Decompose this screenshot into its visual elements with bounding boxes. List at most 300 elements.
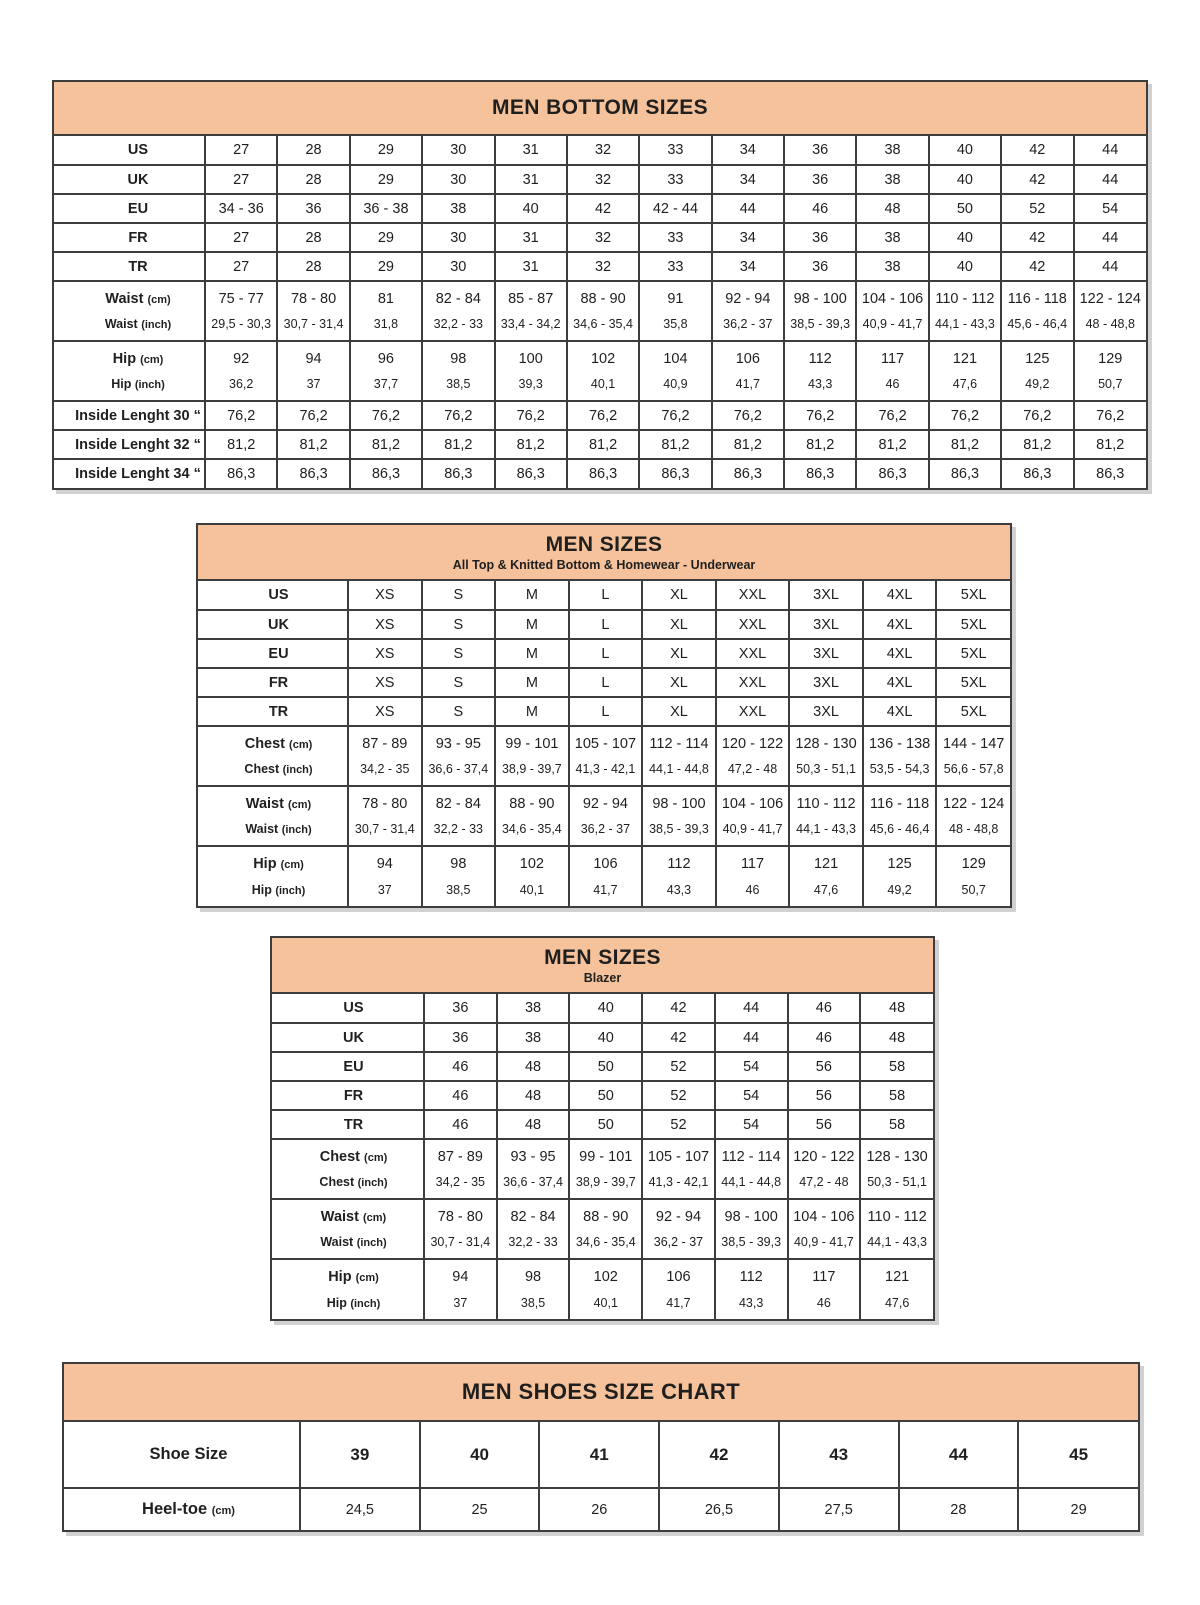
size-cell: 33 (639, 136, 711, 165)
size-cell: 30 (422, 136, 494, 165)
size-cell: 49,2 (863, 877, 937, 906)
size-cell: 76,2 (422, 401, 494, 430)
size-cell: 48 (860, 994, 933, 1023)
size-cell: 3XL (789, 639, 863, 668)
table-row (198, 668, 1010, 697)
size-cell: 96 (350, 341, 422, 372)
size-cell: 37 (424, 1290, 497, 1319)
size-cell: 33 (639, 165, 711, 194)
size-cell: 42 (642, 1023, 715, 1052)
size-cell: 76,2 (567, 401, 639, 430)
size-cell: 40 (569, 1023, 642, 1052)
size-cell: 36 (784, 223, 856, 252)
size-cell: 81,2 (856, 430, 928, 459)
size-cell: 28 (899, 1488, 1019, 1530)
size-cell: 117 (716, 846, 790, 877)
size-cell: 38,9 - 39,7 (495, 757, 569, 786)
size-cell: 105 - 107 (569, 726, 643, 757)
row-label-unit: (inch) (357, 1177, 388, 1189)
size-cell: 110 - 112 (789, 786, 863, 817)
size-cell: 86,3 (929, 459, 1001, 488)
row-label-unit: (cm) (147, 294, 171, 306)
size-cell: 48 (860, 1023, 933, 1052)
size-cell: 3XL (789, 610, 863, 639)
size-cell: 50,7 (1074, 372, 1147, 401)
size-cell: 41,7 (712, 372, 784, 401)
row-label-unit: (cm) (364, 1152, 388, 1164)
size-cell: 47,2 - 48 (716, 757, 790, 786)
row-label: UK (127, 171, 149, 188)
size-cell: 26,5 (659, 1488, 779, 1530)
table-title: MEN SIZES (545, 532, 663, 556)
size-cell: XL (642, 668, 716, 697)
size-cell: 56,6 - 57,8 (936, 757, 1010, 786)
size-cell: 40,1 (567, 372, 639, 401)
size-cell: 47,2 - 48 (788, 1170, 861, 1199)
row-label: Waist (inch) (245, 822, 312, 836)
row-label: TR (128, 258, 148, 275)
size-cell: 36,2 (205, 372, 277, 401)
size-cell: 100 (495, 341, 567, 372)
size-cell: 121 (929, 341, 1001, 372)
size-cell: 29 (350, 165, 422, 194)
size-cell: 104 - 106 (788, 1199, 861, 1230)
size-cell: 28 (277, 252, 349, 281)
size-cell: 78 - 80 (277, 281, 349, 312)
row-label-unit: (cm) (280, 859, 304, 871)
table-row (198, 610, 1010, 639)
row-label-unit: (cm) (211, 1505, 235, 1517)
table-row (272, 1052, 933, 1081)
size-cell: 5XL (936, 668, 1010, 697)
size-cell: 30,7 - 31,4 (277, 312, 349, 341)
size-cell: 58 (860, 1110, 933, 1139)
size-cell: XS (348, 697, 422, 726)
size-cell: 36 (784, 136, 856, 165)
size-cell: 76,2 (1001, 401, 1073, 430)
row-label-unit: (inch) (134, 379, 165, 391)
size-cell: 36,2 - 37 (712, 312, 784, 341)
size-cell: 42 (642, 994, 715, 1023)
table-row (272, 1110, 933, 1139)
size-cell: 29 (350, 252, 422, 281)
size-cell: 44 (712, 194, 784, 223)
row-label-unit: (inch) (281, 824, 312, 836)
size-cell: 52 (642, 1110, 715, 1139)
size-cell: 33 (639, 223, 711, 252)
size-cell: L (569, 668, 643, 697)
size-cell: 38,5 - 39,3 (715, 1230, 788, 1259)
row-label-unit: (cm) (355, 1272, 379, 1284)
table-header-band (54, 82, 1146, 136)
size-cell: 102 (569, 1259, 642, 1290)
size-cell: 86,3 (1001, 459, 1073, 488)
size-cell: 81,2 (495, 430, 567, 459)
size-cell: 27 (205, 252, 277, 281)
table-row (54, 459, 1146, 488)
row-label: Chest (cm) (319, 1149, 388, 1165)
size-cell: 106 (569, 846, 643, 877)
size-cell: 32,2 - 33 (422, 312, 494, 341)
size-cell: 29 (1018, 1488, 1138, 1530)
size-cell: 81,2 (1001, 430, 1073, 459)
size-cell: 34,6 - 35,4 (495, 817, 569, 846)
size-cell: 136 - 138 (863, 726, 937, 757)
size-cell: 38 (422, 194, 494, 223)
size-cell: 46 (716, 877, 790, 906)
size-cell: 81,2 (784, 430, 856, 459)
size-cell: 44,1 - 43,3 (929, 312, 1001, 341)
size-cell: 94 (348, 846, 422, 877)
size-cell: 42 (1001, 165, 1073, 194)
size-cell: L (569, 697, 643, 726)
size-cell: 47,6 (789, 877, 863, 906)
size-cell: L (569, 581, 643, 610)
size-cell: 40 (420, 1422, 540, 1488)
size-cell: 46 (788, 1023, 861, 1052)
row-label: Waist (inch) (320, 1235, 387, 1249)
size-cell: 86,3 (639, 459, 711, 488)
size-cell: 81,2 (277, 430, 349, 459)
size-cell: 40 (929, 136, 1001, 165)
size-cell: 32 (567, 223, 639, 252)
size-cell: 117 (856, 341, 928, 372)
row-label-unit: (cm) (140, 354, 164, 366)
size-cell: 40 (929, 252, 1001, 281)
size-cell: 86,3 (350, 459, 422, 488)
size-cell: 4XL (863, 697, 937, 726)
size-cell: 46 (788, 994, 861, 1023)
size-cell: 42 (1001, 136, 1073, 165)
size-cell: 75 - 77 (205, 281, 277, 312)
row-label-unit: (inch) (141, 319, 172, 331)
size-cell: 86,3 (205, 459, 277, 488)
row-label: Hip (inch) (251, 882, 306, 897)
row-label: EU (127, 200, 149, 217)
size-cell: 34,6 - 35,4 (569, 1230, 642, 1259)
size-cell: 42 (1001, 223, 1073, 252)
size-cell: 47,6 (929, 372, 1001, 401)
size-cell: 144 - 147 (936, 726, 1010, 757)
size-cell: 38 (856, 165, 928, 194)
row-label: TR (268, 703, 289, 720)
size-cell: 32 (567, 252, 639, 281)
size-cell: 42 (567, 194, 639, 223)
row-label: Hip (cm) (253, 856, 304, 872)
size-cell: 116 - 118 (1001, 281, 1073, 312)
size-cell: 86,3 (277, 459, 349, 488)
row-label: Chest (inch) (244, 762, 313, 776)
size-cell: 38 (856, 223, 928, 252)
size-cell: 98 (422, 341, 494, 372)
size-cell: 34 (712, 252, 784, 281)
size-cell: 45,6 - 46,4 (863, 817, 937, 846)
size-cell: 46 (424, 1110, 497, 1139)
row-label: Hip (cm) (112, 351, 164, 367)
size-cell: 4XL (863, 639, 937, 668)
size-cell: S (422, 668, 496, 697)
size-cell: 34,2 - 35 (348, 757, 422, 786)
size-cell: 58 (860, 1081, 933, 1110)
size-cell: XS (348, 668, 422, 697)
size-cell: 81,2 (712, 430, 784, 459)
table-row (272, 1139, 933, 1170)
size-cell: 29 (350, 136, 422, 165)
size-cell: 98 - 100 (715, 1199, 788, 1230)
table-row (272, 1259, 933, 1290)
size-cell: 112 (642, 846, 716, 877)
row-label-unit: (cm) (362, 1212, 387, 1224)
row-label: US (343, 1000, 364, 1016)
row-label: TR (343, 1116, 364, 1133)
size-cell: 29 (350, 223, 422, 252)
row-label: FR (268, 674, 289, 691)
size-cell: 44 (1074, 136, 1147, 165)
size-cell: 36,6 - 37,4 (497, 1170, 570, 1199)
size-cell: 112 - 114 (642, 726, 716, 757)
size-cell: 82 - 84 (422, 281, 494, 312)
table-row (54, 194, 1146, 223)
table-row (272, 1081, 933, 1110)
size-cell: 36,2 - 37 (642, 1230, 715, 1259)
size-cell: 44,1 - 44,8 (715, 1170, 788, 1199)
size-cell: 36,2 - 37 (569, 817, 643, 846)
size-cell: 5XL (936, 639, 1010, 668)
size-cell: M (495, 697, 569, 726)
size-cell: 44 (899, 1422, 1019, 1488)
size-cell: 91 (639, 281, 711, 312)
size-cell: 48 - 48,8 (1074, 312, 1147, 341)
size-cell: 5XL (936, 697, 1010, 726)
size-cell: 76,2 (712, 401, 784, 430)
size-cell: XL (642, 581, 716, 610)
size-cell: 76,2 (856, 401, 928, 430)
size-cell: S (422, 639, 496, 668)
table-row (198, 639, 1010, 668)
size-cell: 122 - 124 (1074, 281, 1147, 312)
size-cell: 87 - 89 (424, 1139, 497, 1170)
table-row (54, 341, 1146, 372)
size-cell: 105 - 107 (642, 1139, 715, 1170)
size-cell: 76,2 (639, 401, 711, 430)
row-label: US (127, 142, 149, 158)
size-cell: 76,2 (277, 401, 349, 430)
size-cell: 33 (639, 252, 711, 281)
size-cell: 41,3 - 42,1 (642, 1170, 715, 1199)
size-cell: 28 (277, 165, 349, 194)
size-cell: 30,7 - 31,4 (348, 817, 422, 846)
size-cell: 76,2 (929, 401, 1001, 430)
row-label: Chest (cm) (244, 736, 313, 752)
size-cell: 37 (348, 877, 422, 906)
row-label: EU (268, 645, 289, 662)
size-cell: 38,5 - 39,3 (642, 817, 716, 846)
size-cell: 99 - 101 (495, 726, 569, 757)
size-cell: 88 - 90 (495, 786, 569, 817)
size-cell: 56 (788, 1052, 861, 1081)
size-cell: 50,7 (936, 877, 1010, 906)
table-subtitle: All Top & Knitted Bottom & Homewear - Underwear (452, 557, 756, 572)
size-cell: 81,2 (422, 430, 494, 459)
size-cell: 36 (784, 165, 856, 194)
size-cell: 27,5 (779, 1488, 899, 1530)
size-cell: XL (642, 697, 716, 726)
size-cell: XXL (716, 610, 790, 639)
size-cell: 45 (1018, 1422, 1138, 1488)
size-cell: 129 (936, 846, 1010, 877)
row-label: Hip (cm) (328, 1269, 379, 1285)
size-cell: 92 - 94 (569, 786, 643, 817)
size-cell: 49,2 (1001, 372, 1073, 401)
size-cell: 121 (789, 846, 863, 877)
size-cell: 34,2 - 35 (424, 1170, 497, 1199)
row-label: Heel-toe (cm) (142, 1500, 235, 1518)
size-cell: 38,5 (422, 877, 496, 906)
table-row (198, 846, 1010, 877)
size-cell: 3XL (789, 581, 863, 610)
size-cell: 82 - 84 (422, 786, 496, 817)
row-label: FR (128, 229, 148, 246)
size-cell: 40,9 - 41,7 (716, 817, 790, 846)
size-cell: 40,9 (639, 372, 711, 401)
size-cell: 38,9 - 39,7 (569, 1170, 642, 1199)
size-cell: 35,8 (639, 312, 711, 341)
size-cell: 40,1 (495, 877, 569, 906)
row-label-unit: (inch) (282, 764, 313, 776)
size-cell: 87 - 89 (348, 726, 422, 757)
table-subtitle: Blazer (583, 970, 622, 985)
size-cell: 24,5 (300, 1488, 420, 1530)
size-cell: 129 (1074, 341, 1147, 372)
size-cell: 81,2 (350, 430, 422, 459)
size-cell: 34 (712, 136, 784, 165)
size-cell: 3XL (789, 668, 863, 697)
size-cell: 56 (788, 1081, 861, 1110)
row-label: Chest (inch) (319, 1175, 388, 1189)
size-grid (198, 581, 1010, 906)
size-cell: 120 - 122 (716, 726, 790, 757)
size-cell: 102 (567, 341, 639, 372)
row-label: Waist (cm) (245, 796, 312, 812)
size-cell: 78 - 80 (348, 786, 422, 817)
size-cell: 31,8 (350, 312, 422, 341)
row-label: US (268, 587, 289, 603)
row-label: Waist (cm) (320, 1209, 387, 1225)
size-cell: 44 (715, 1023, 788, 1052)
size-cell: 54 (715, 1052, 788, 1081)
size-cell: 44 (715, 994, 788, 1023)
size-cell: 128 - 130 (789, 726, 863, 757)
size-cell: 104 - 106 (856, 281, 928, 312)
size-cell: XL (642, 610, 716, 639)
size-cell: 99 - 101 (569, 1139, 642, 1170)
size-cell: 76,2 (1074, 401, 1147, 430)
table-row (272, 1199, 933, 1230)
row-label: Hip (inch) (111, 377, 165, 391)
size-cell: 38,5 - 39,3 (784, 312, 856, 341)
size-cell: 48 - 48,8 (936, 817, 1010, 846)
table-title: MEN BOTTOM SIZES (491, 96, 709, 120)
size-cell: 39,3 (495, 372, 567, 401)
size-cell: 46 (856, 372, 928, 401)
table-header-band (64, 1364, 1138, 1422)
size-cell: 110 - 112 (860, 1199, 933, 1230)
size-cell: 54 (715, 1081, 788, 1110)
size-cell: 34 - 36 (205, 194, 277, 223)
size-cell: 38 (856, 136, 928, 165)
table-row (272, 994, 933, 1023)
size-cell: 40 (929, 223, 1001, 252)
size-cell: 125 (863, 846, 937, 877)
size-cell: 81 (350, 281, 422, 312)
size-cell: 30 (422, 252, 494, 281)
size-cell: 81,2 (205, 430, 277, 459)
size-cell: 98 - 100 (784, 281, 856, 312)
table-row (272, 1023, 933, 1052)
size-cell: 38,5 (497, 1290, 570, 1319)
size-cell: 121 (860, 1259, 933, 1290)
size-cell: 112 (715, 1259, 788, 1290)
size-cell: 42 - 44 (639, 194, 711, 223)
table-row (198, 817, 1010, 846)
size-cell: 93 - 95 (422, 726, 496, 757)
size-cell: 46 (788, 1290, 861, 1319)
size-cell: 50 (569, 1110, 642, 1139)
size-cell: 40 (929, 165, 1001, 194)
size-cell: 50 (569, 1052, 642, 1081)
table-row (54, 252, 1146, 281)
table-row (272, 1290, 933, 1319)
size-cell: 31 (495, 252, 567, 281)
size-cell: 53,5 - 54,3 (863, 757, 937, 786)
size-cell: 86,3 (567, 459, 639, 488)
size-cell: 52 (642, 1081, 715, 1110)
size-cell: 5XL (936, 581, 1010, 610)
size-cell: 44 (1074, 252, 1147, 281)
size-cell: 93 - 95 (497, 1139, 570, 1170)
row-label: Inside Lenght 32 “ (75, 436, 201, 453)
size-cell: 38 (497, 994, 570, 1023)
size-cell: 98 (497, 1259, 570, 1290)
size-cell: 44 (1074, 165, 1147, 194)
size-cell: 81,2 (567, 430, 639, 459)
row-label: Waist (inch) (104, 317, 172, 331)
size-cell: 33,4 - 34,2 (495, 312, 567, 341)
size-cell: 117 (788, 1259, 861, 1290)
row-label: Waist (cm) (105, 291, 171, 307)
size-cell: 36 (277, 194, 349, 223)
size-cell: 40,9 - 41,7 (856, 312, 928, 341)
size-cell: 47,6 (860, 1290, 933, 1319)
size-cell: 38 (497, 1023, 570, 1052)
table-row (64, 1488, 1138, 1530)
size-cell: 86,3 (712, 459, 784, 488)
size-cell: XS (348, 610, 422, 639)
size-cell: 48 (497, 1110, 570, 1139)
size-cell: 110 - 112 (929, 281, 1001, 312)
size-cell: 40,1 (569, 1290, 642, 1319)
size-cell: 82 - 84 (497, 1199, 570, 1230)
size-cell: 86,3 (856, 459, 928, 488)
size-cell: 112 - 114 (715, 1139, 788, 1170)
size-cell: XXL (716, 639, 790, 668)
size-cell: 81,2 (1074, 430, 1147, 459)
size-cell: 42 (659, 1422, 779, 1488)
table-title: MEN SHOES SIZE CHART (461, 1378, 741, 1404)
size-cell: 81,2 (639, 430, 711, 459)
size-cell: 50 (569, 1081, 642, 1110)
table-row (198, 786, 1010, 817)
